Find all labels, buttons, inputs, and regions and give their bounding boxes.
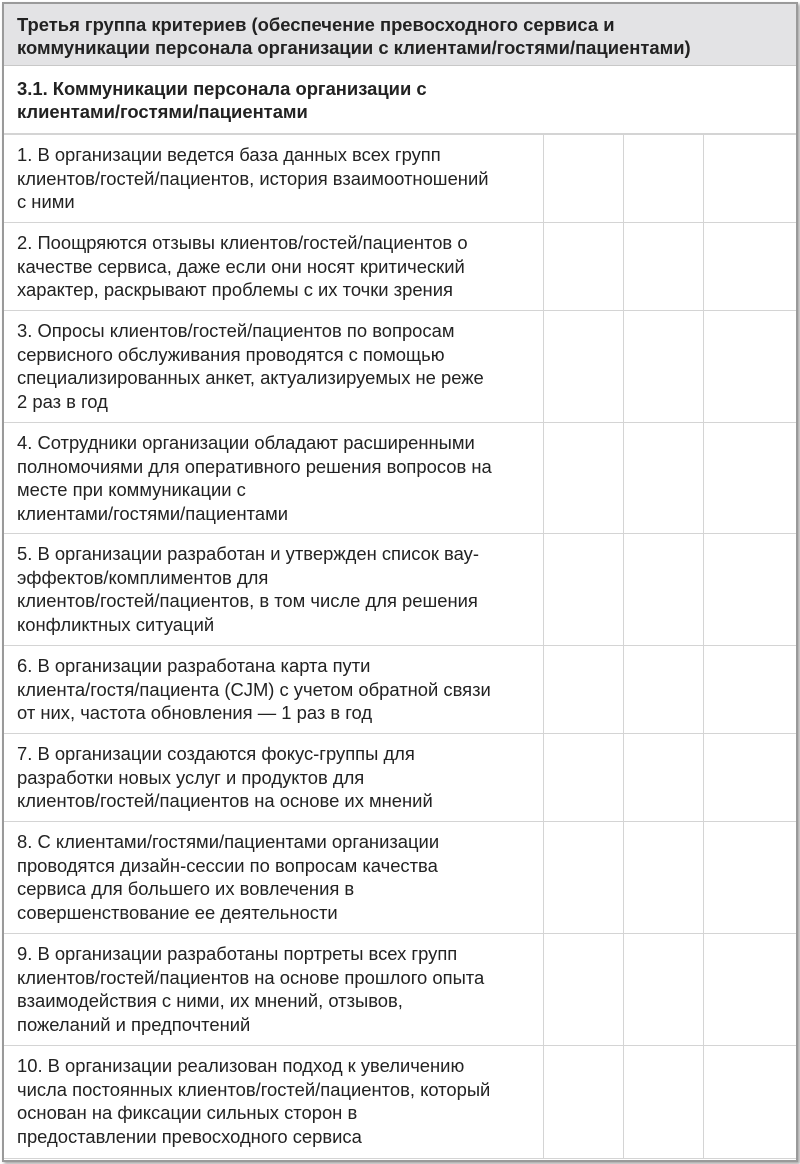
score-cell[interactable] [623, 534, 703, 646]
table-row [4, 423, 796, 534]
score-cell[interactable] [623, 646, 703, 734]
table-row [4, 934, 796, 1046]
score-cell[interactable] [543, 934, 623, 1046]
criterion-text: 7. В организации создаются фокус-группы для разработки новых услуг и продуктов для клиентов/гостей/пациентов на основе их мнений [4, 734, 543, 822]
score-cell[interactable] [543, 223, 623, 311]
table-row [4, 734, 796, 822]
score-cell[interactable] [623, 135, 703, 223]
table-row [4, 822, 796, 934]
criterion-text: 4. Сотрудники организации обладают расширенными полномочиями для оперативного решения вопросов на месте при коммуникации с клиентами/гостями/пациентами [4, 423, 543, 534]
criterion-text: 3. Опросы клиентов/гостей/пациентов по вопросам сервисного обслуживания проводятся с помощью специализированных анкет, актуализируемых не реже 2 раз в год [4, 311, 543, 423]
score-cell[interactable] [543, 135, 623, 223]
criterion-text: 6. В организации разработана карта пути клиента/гостя/пациента (CJM) с учетом обратной связи от них, частота обновления — 1 раз в год [4, 646, 543, 734]
score-cell[interactable] [703, 822, 796, 934]
score-cell[interactable] [543, 311, 623, 423]
score-cell[interactable] [623, 1046, 703, 1159]
score-cell[interactable] [623, 934, 703, 1046]
criteria-table [4, 134, 796, 1159]
table-row [4, 135, 796, 223]
score-cell[interactable] [543, 1046, 623, 1159]
score-cell[interactable] [623, 223, 703, 311]
score-cell[interactable] [543, 822, 623, 934]
score-cell[interactable] [703, 734, 796, 822]
table-row [4, 534, 796, 646]
score-cell[interactable] [543, 646, 623, 734]
table-row [4, 223, 796, 311]
criterion-text: 10. В организации реализован подход к увеличению числа постоянных клиентов/гостей/пациентов, который основан на фиксации сильных сторон в предоставлении превосходного сервиса [4, 1046, 543, 1159]
criterion-text: 9. В организации разработаны портреты всех групп клиентов/гостей/пациентов на основе прошлого опыта взаимодействия с ними, их мнений, отзывов, пожеланий и предпочтений [4, 934, 543, 1046]
score-cell[interactable] [543, 423, 623, 534]
score-cell[interactable] [703, 311, 796, 423]
score-cell[interactable] [543, 534, 623, 646]
score-cell[interactable] [623, 822, 703, 934]
score-cell[interactable] [703, 223, 796, 311]
criterion-text: 2. Поощряются отзывы клиентов/гостей/пациентов о качестве сервиса, даже если они носят критический характер, раскрывают проблемы с их точки зрения [4, 223, 543, 311]
group-header: Третья группа критериев (обеспечение превосходного сервиса и коммуникации персонала организации с клиентами/гостями/пациентами) [4, 4, 796, 66]
table-row [4, 1046, 796, 1159]
score-cell[interactable] [703, 534, 796, 646]
score-cell[interactable] [543, 734, 623, 822]
section-title: 3.1. Коммуникации персонала организации с клиентами/гостями/пациентами [4, 66, 796, 134]
criterion-text: 1. В организации ведется база данных всех групп клиентов/гостей/пациентов, история взаимоотношений с ними [4, 135, 543, 223]
score-cell[interactable] [703, 646, 796, 734]
criterion-text: 5. В организации разработан и утвержден список вау- эффектов/комплиментов для клиентов/гостей/пациентов, в том числе для решения конфликтных ситуаций [4, 534, 543, 646]
score-cell[interactable] [703, 135, 796, 223]
score-cell[interactable] [623, 423, 703, 534]
table-row [4, 646, 796, 734]
score-cell[interactable] [703, 423, 796, 534]
score-cell[interactable] [703, 1046, 796, 1159]
score-cell[interactable] [623, 311, 703, 423]
score-cell[interactable] [623, 734, 703, 822]
score-cell[interactable] [703, 934, 796, 1046]
table-row [4, 311, 796, 423]
criterion-text: 8. С клиентами/гостями/пациентами организации проводятся дизайн-сессии по вопросам качества сервиса для большего их вовлечения в совершенствование ее деятельности [4, 822, 543, 934]
criteria-document [2, 2, 798, 1162]
